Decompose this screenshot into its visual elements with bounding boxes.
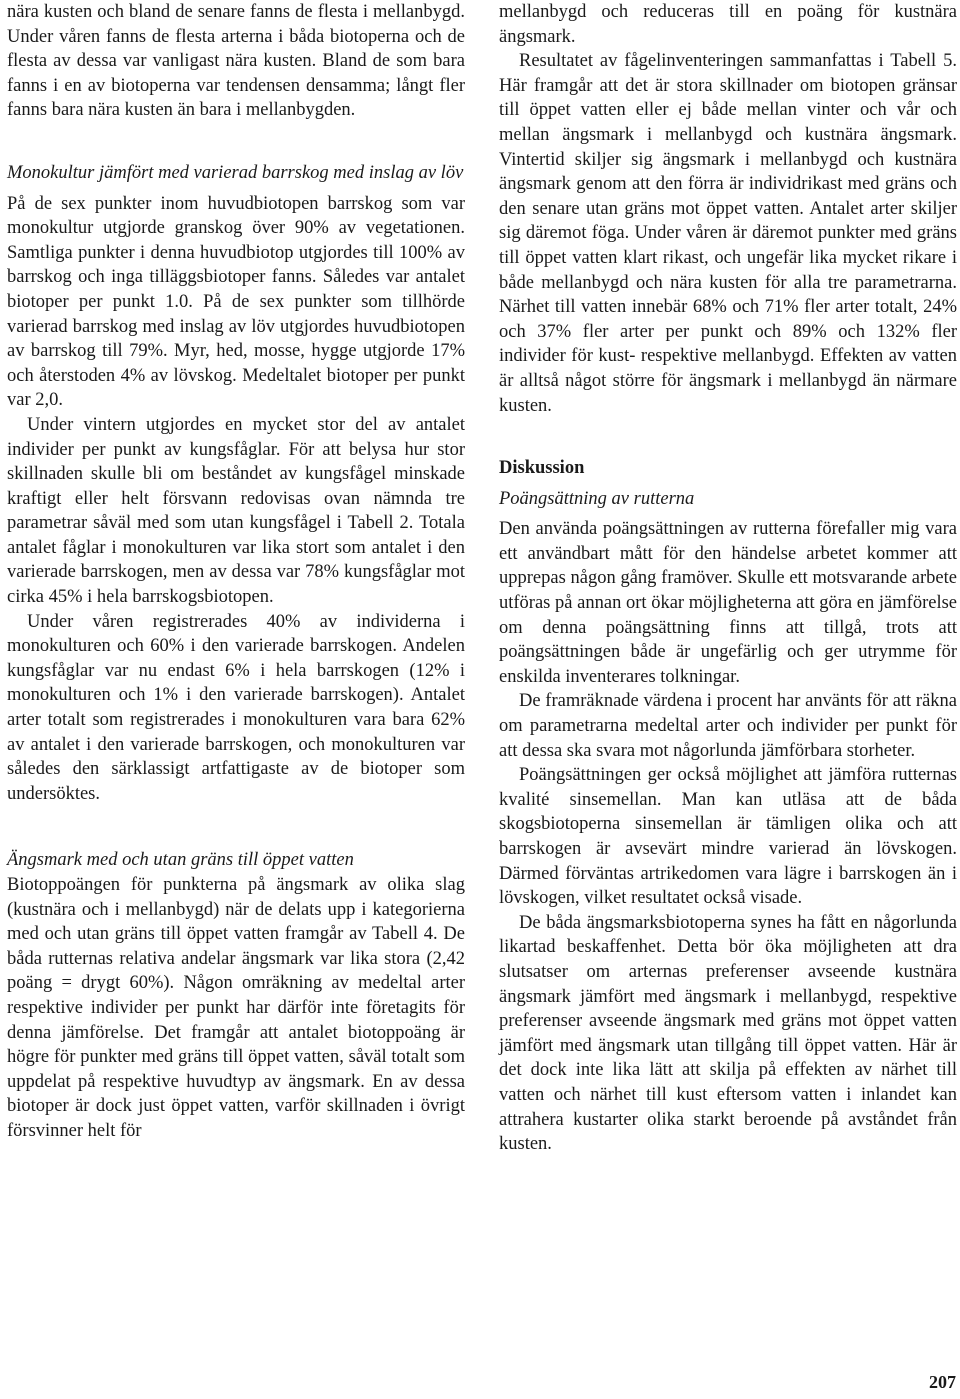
- left-column: [7, 0, 465, 1144]
- paragraph-diskussion-1: Den använda poängsättningen av rutterna förefaller mig vara ett användbart mått för den händelse arbetet kommer att upprepas någon gång framöver. Skulle ett motsvarande arbete utföras på annan ort ökar möjligheterna att göra en jämförelse om denna poängsättning finns att tillgå, trots att poängsättningen både är ungefärlig och ger utrymme för enskilda inventerares tolkningar.: [499, 519, 957, 687]
- subheading-angsmark: Ängsmark med och utan gräns till öppet vatten: [7, 850, 354, 871]
- paragraph-monokultur-2: Under vintern utgjordes en mycket stor del av antalet individer per punkt av kungsfåglar. För att belysa hur stor skillnaden skulle bli om beståndet av kungsfågel minskade kraftigt eller helt försvann redovisas ovan nämnda tre parametrar såväl med som utan kungsfågel i Tabell 2. Totala antalet fåglar i monokulturen var lika stort som antalet i den varierade barrskogen, men av dessa var 78% kungsfåglar mot cirka 45% i hela barrskogsbiotopen.: [7, 414, 465, 608]
- subheading-poangsattning: Poängsättning av rutterna: [499, 488, 695, 509]
- subheading-monokultur: Monokultur jämfört med varierad barrskog med inslag av löv: [7, 162, 464, 183]
- paragraph-diskussion-3: Poängsättningen ger också möjlighet att jämföra rutternas kvalité sinsemellan. Man kan utläsa att de båda skogsbiotoperna sinsemellan är tämligen olika och att barrskogen är avsevärt mindre varierad än lövskogen. Därmed förväntas artrikedomen vara lägre i barrskogen än i lövskogen, vilket resultatet också visade.: [499, 765, 957, 909]
- section-heading-diskussion: Diskussion: [499, 458, 585, 479]
- paragraph-resultat: Resultatet av fågelinventeringen sammanfattas i Tabell 5. Här framgår att det är stora skillnader om biotopen gränsar till öppet vatten eller ej både mellan vinter och vår och mellan ängsmark i mellanbygd och kustnära ängsmark. Vintertid skiljer sig ängsmark i mellanbygd och kustnära ängsmark genom att den förra är individrikast med gräns och den senare utan gräns mot öppet vatten. Antalet arter skiljer sig däremot föga. Under våren är däremot punkter med gräns till öppet vatten klart rikast, och ungefär lika mycket rikare i både mellanbygd och nära kusten för alla tre parametrarna. Närhet till vatten innebär 68% och 71% fler arter totalt, 24% och 37% fler arter per punkt och 89% och 132% fler individer för kust- respektive mellanbygd. Effekten av vatten är alltså något större för ängsmark i mellanbygd än närmare kusten.: [499, 51, 957, 416]
- paragraph-diskussion-4: De båda ängsmarksbiotoperna synes ha fått en någorlunda likartad beskaffenhet. Detta bör öka möjligheten att dra slutsatser om arternas preferenser avseende kustnära ängsmark jämfört med ängsmark i mellanbygd, respektive preferenser avseende ängsmark med gräns mot öppet vatten jämfört med ängsmark utan tillgång till öppet vatten. Här är det dock inte lika lätt att skilja på effekten av närhet till vatten och närhet till kust eftersom vatten i inlandet kan attrahera kustarter olika starkt beroende på avståndet från kusten.: [499, 912, 957, 1155]
- page-number: 207: [929, 1372, 956, 1392]
- paragraph-intro: nära kusten och bland de senare fanns de flesta i mellanbygd. Under våren fanns de flesta arterna i båda biotoperna och de flesta av dessa var vanligast nära kusten. Bland de som bara fanns i en av biotoperna var tendensen densamma; långt fler fanns bara nära kusten än bara i mellanbygden.: [7, 2, 465, 121]
- paragraph-monokultur-1: På de sex punkter inom huvudbiotopen barrskog som var monokultur utgjorde granskog över 90% av vegetationen. Samtliga punkter i denna huvudbiotop utgjordes till 100% av barrskog och inga tilläggsbiotoper fanns. Således var antalet biotoper per punkt 1.0. På de sex punkter som tillhörde varierad barrskog med inslag av löv utgjordes huvudbiotopen av barrskog till 79%. Myr, hed, mosse, hygge utgjorde 17% och återstoden 4% av lövskog. Medeltalet biotoper per punkt var 2,0.: [7, 193, 465, 411]
- paragraph-diskussion-2: De framräknade värdena i procent har använts för att räkna om parametrarna medeltal arter och individer per punkt för att dessa ska svara mot någorlunda jämförbara storheter.: [499, 691, 957, 761]
- paragraph-monokultur-3: Under våren registrerades 40% av individerna i monokulturen och 60% i den varierade barrskogen. Andelen kungsfåglar var nu endast 6% i hela barrskogen (12% i monokulturen och 1% i den varierade barrskogen). Antalet arter totalt som registrerades i monokulturen vara bara 62% av antalet i den varierade barrskogen, och monokulturen var således den särklassigt artfattigaste av de biotoper som undersöktes.: [7, 611, 465, 804]
- paragraph-angsmark: Biotoppoängen för punkterna på ängsmark av olika slag (kustnära och i mellanbygd) när de delats upp i kategorierna med och utan gräns till öppet vatten framgår av Tabell 4. De båda rutternas relativa andelar ängsmark var lika stora (2,42 poäng = drygt 60%). Någon omräkning av medeltal arter respektive individer per punkt har därför inte företagits för denna jämförelse. Det framgår att antalet biotoppoäng är högre för punkter med gräns till öppet vatten, såväl totalt som uppdelat på respektive huvudtyp av ängsmark. En av dessa biotoper är dock just öppet vatten, varför skillnaden i övrigt försvinner helt för: [7, 875, 465, 1141]
- paragraph-continued: mellanbygd och reduceras till en poäng för kustnära ängsmark.: [499, 2, 957, 47]
- right-column: [499, 0, 957, 1157]
